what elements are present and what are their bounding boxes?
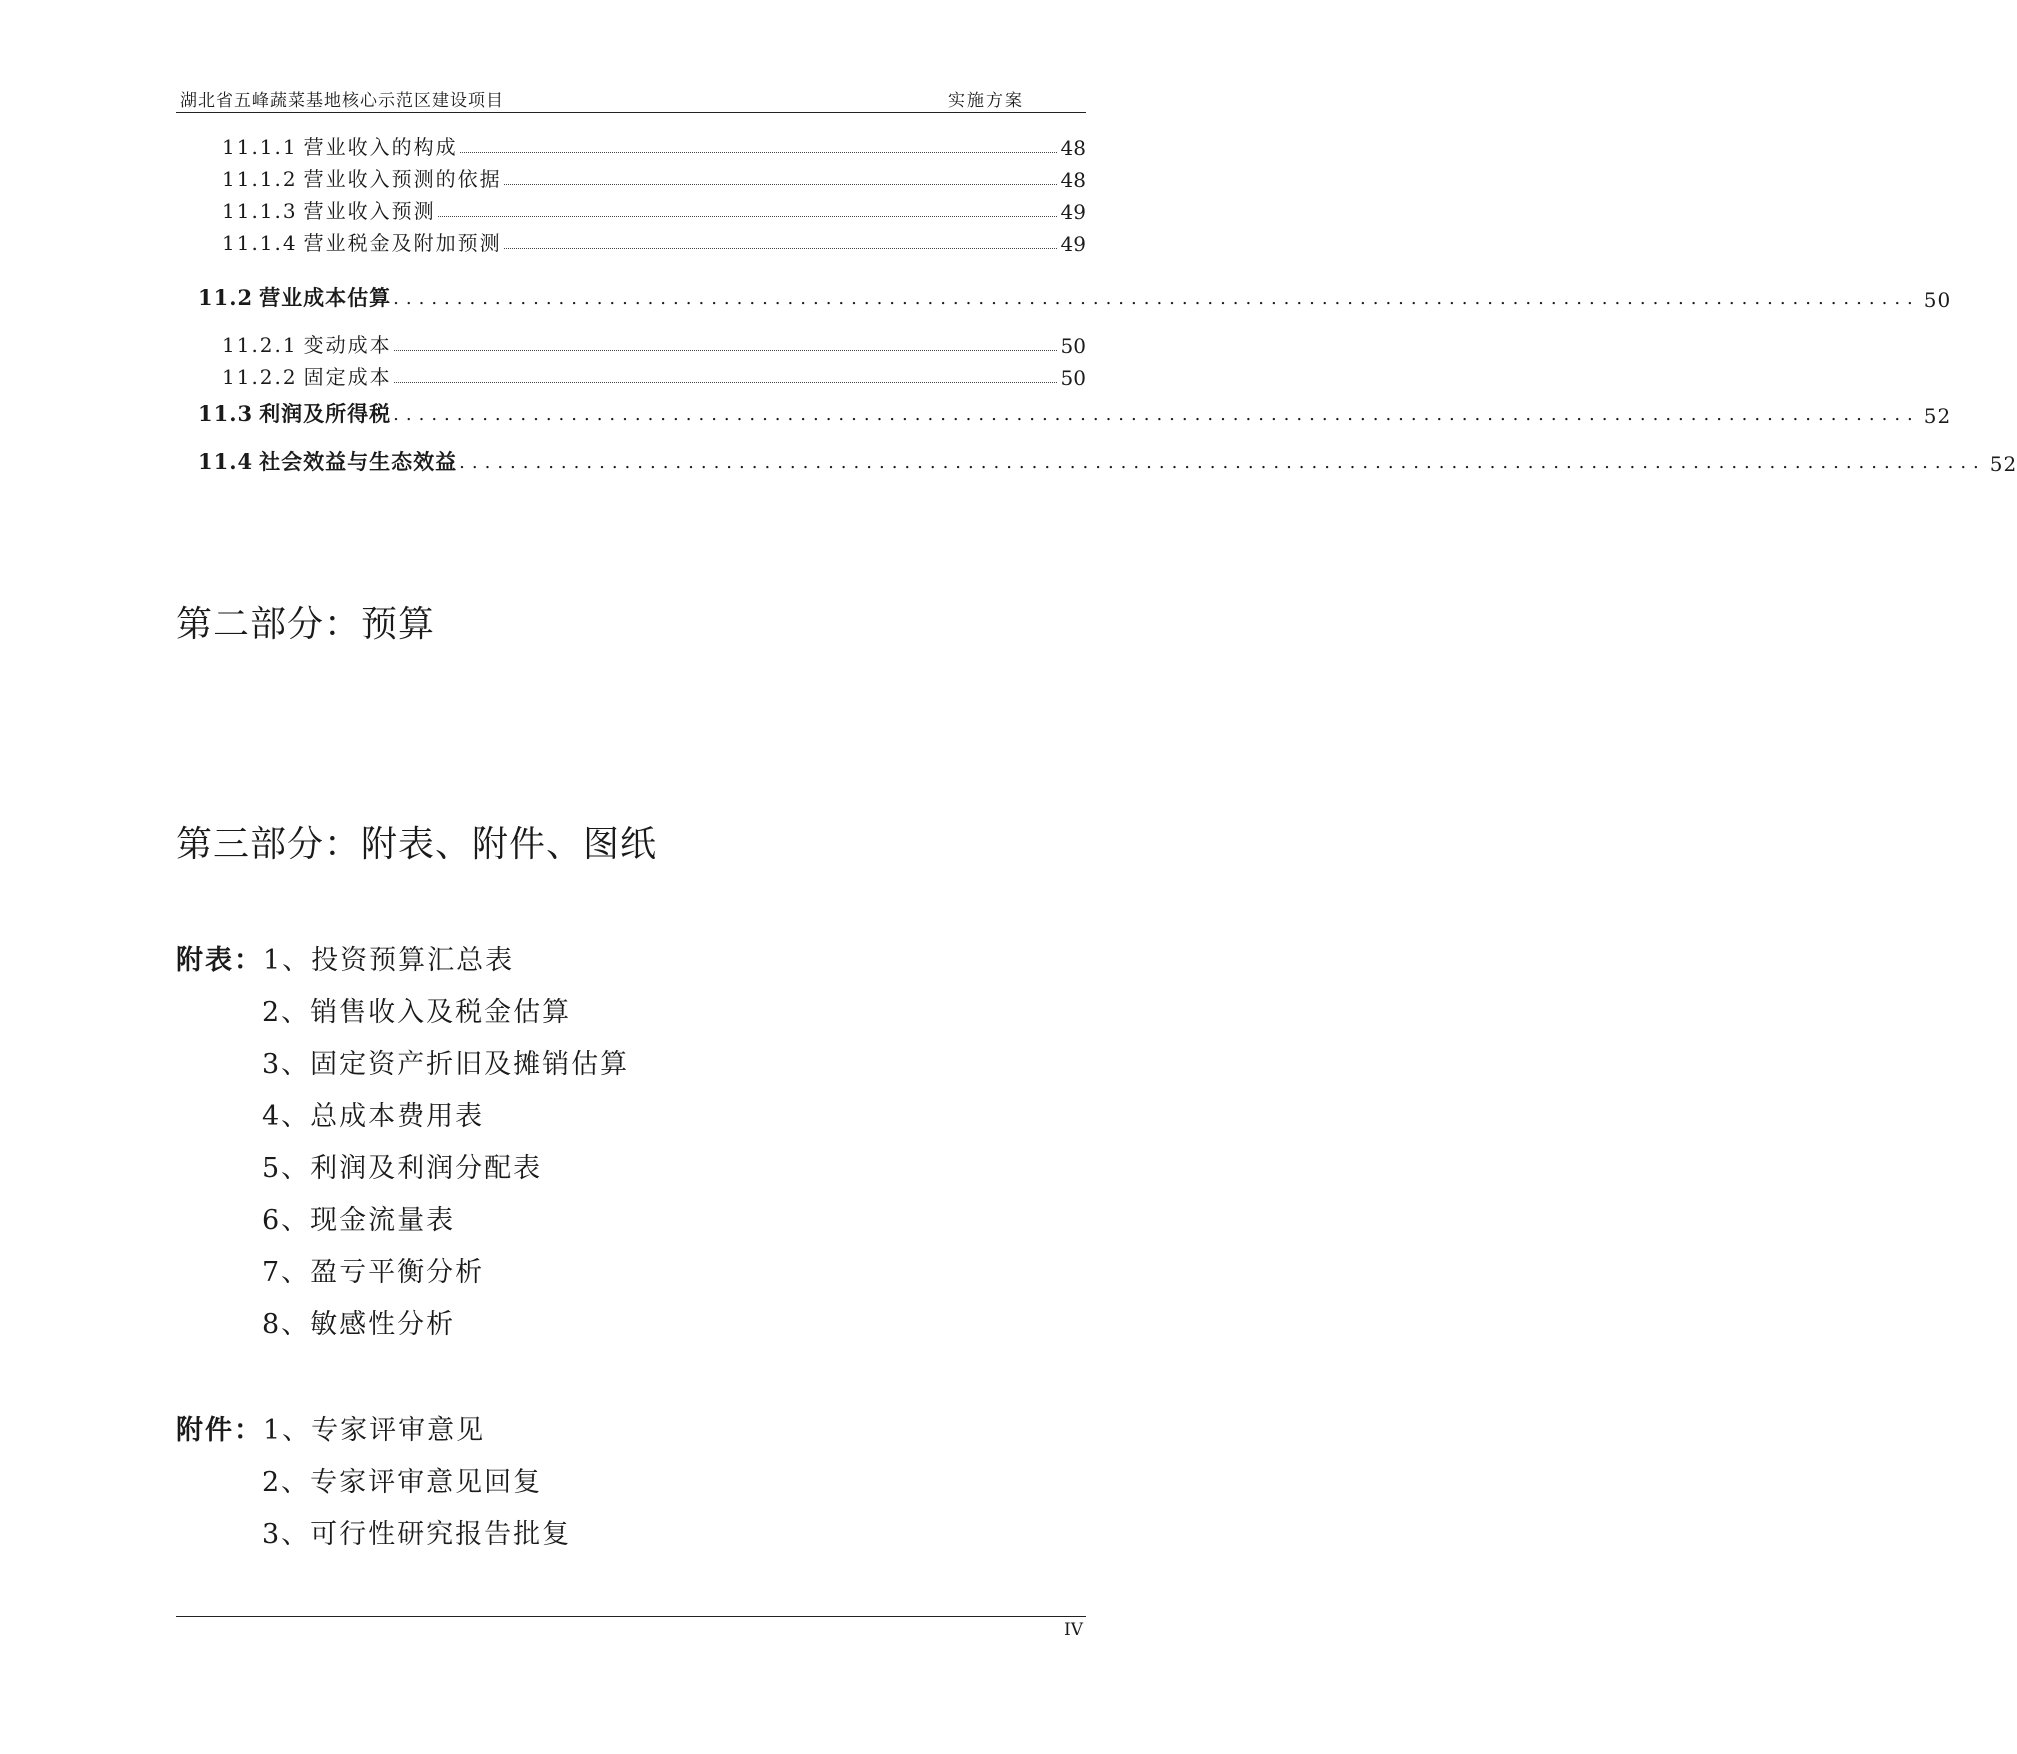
- toc-number: 11.4: [198, 449, 254, 474]
- toc-page: 49: [1060, 200, 1086, 224]
- toc-entry[interactable]: [222, 228, 1086, 256]
- toc-title: 营业成本估算: [259, 285, 392, 310]
- toc-entry[interactable]: [222, 362, 1086, 390]
- toc-title: 营业收入预测的依据: [303, 167, 502, 191]
- toc-leader: ........................................................................................................................: [393, 404, 1920, 425]
- toc-leader: [438, 216, 1057, 217]
- part3-heading: 第三部分：附表、附件、图纸: [176, 824, 658, 865]
- appendix-table-item: 1、投资预算汇总表: [263, 945, 515, 976]
- toc-page: 48: [1060, 136, 1086, 160]
- toc-entry[interactable]: [222, 132, 1086, 160]
- toc-number: 11.1.3: [222, 199, 298, 223]
- toc-number: 11.1.1: [222, 135, 298, 159]
- toc-number: 11.2.2: [222, 365, 298, 389]
- toc-section-entry[interactable]: [198, 396, 1952, 428]
- appendix-table-item: 5、利润及利润分配表: [262, 1153, 543, 1184]
- toc-page: 52: [1989, 452, 2017, 476]
- page-number: IV: [1064, 1620, 1083, 1640]
- toc-leader: [504, 184, 1057, 185]
- appendix-tables-label: 附表：1、投资预算汇总表: [176, 945, 515, 976]
- attachment-item: 2、专家评审意见回复: [262, 1467, 543, 1498]
- toc-number: 11.3: [198, 401, 254, 426]
- toc-page: 49: [1060, 232, 1086, 256]
- toc-leader: ........................................................................................................................: [393, 288, 1920, 309]
- toc-leader: [394, 382, 1057, 383]
- attachment-item: 1、专家评审意见: [263, 1415, 486, 1446]
- toc-page: 50: [1060, 334, 1086, 358]
- toc-entry[interactable]: [222, 196, 1086, 224]
- toc-section-entry[interactable]: [198, 280, 1952, 312]
- toc-title: 营业税金及附加预测: [303, 231, 502, 255]
- toc-number: 11.2.1: [222, 333, 298, 357]
- page-header: [176, 84, 1086, 113]
- header-doc-type: 实施方案: [948, 91, 1024, 111]
- part2-heading: 第二部分：预算: [176, 604, 436, 645]
- appendix-table-item: 4、总成本费用表: [262, 1101, 485, 1132]
- toc-entry[interactable]: [222, 330, 1086, 358]
- toc-title: 固定成本: [303, 365, 392, 389]
- toc-leader: [460, 152, 1057, 153]
- toc-title: 变动成本: [303, 333, 392, 357]
- appendix-table-item: 2、销售收入及税金估算: [262, 997, 572, 1028]
- toc-title: 营业收入的构成: [303, 135, 458, 159]
- attachments-label: 附件：1、专家评审意见: [176, 1415, 486, 1446]
- toc-entry[interactable]: [222, 164, 1086, 192]
- toc-number: 11.1.2: [222, 167, 298, 191]
- toc-page: 50: [1060, 366, 1086, 390]
- toc-leader: [394, 350, 1057, 351]
- appendix-table-item: 8、敏感性分析: [262, 1309, 456, 1340]
- toc-leader: [504, 248, 1057, 249]
- toc-leader: ........................................................................................................................: [459, 452, 1986, 473]
- appendix-table-item: 6、现金流量表: [262, 1205, 456, 1236]
- footer-rule: [176, 1616, 1086, 1617]
- toc-number: 11.1.4: [222, 231, 298, 255]
- toc-page: 50: [1923, 288, 1952, 312]
- attachment-item: 3、可行性研究报告批复: [262, 1519, 572, 1550]
- toc-page: 52: [1923, 404, 1952, 428]
- header-project-title: 湖北省五峰蔬菜基地核心示范区建设项目: [180, 91, 504, 111]
- appendix-table-item: 3、固定资产折旧及摊销估算: [262, 1049, 630, 1080]
- toc-title: 营业收入预测: [303, 199, 436, 223]
- toc-title: 利润及所得税: [259, 401, 392, 426]
- toc-number: 11.2: [198, 285, 254, 310]
- toc-title: 社会效益与生态效益: [259, 449, 458, 474]
- toc-page: 48: [1060, 168, 1086, 192]
- toc-section-entry[interactable]: [198, 444, 2017, 476]
- appendix-table-item: 7、盈亏平衡分析: [262, 1257, 485, 1288]
